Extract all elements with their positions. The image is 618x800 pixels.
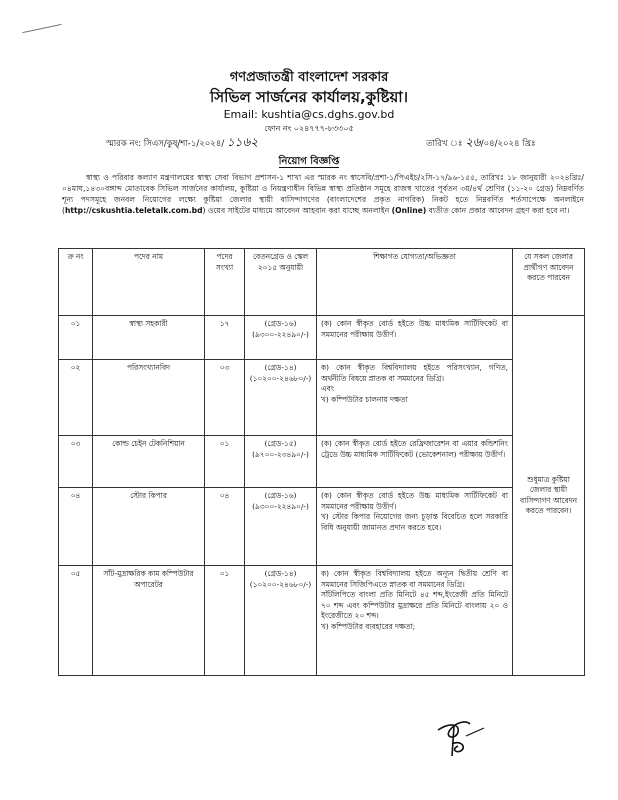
- phone-line: ফোন নং ০২৪৭৭৭-৮৩৩০৫: [264, 124, 354, 133]
- header-count: পদের সংখ্যা: [205, 249, 245, 316]
- scan-mark: [22, 24, 61, 33]
- header-grade: বেতনগ্রেড ও স্কেল ২০১৫ অনুযায়ী: [245, 249, 317, 316]
- row-grade: (গ্রেড-১৪) (১০২০০-২৪৬৮০/-): [245, 360, 317, 436]
- row-sl: ০২: [59, 360, 93, 436]
- row-qualification: (ক) কোন স্বীকৃত বোর্ড হইতে রেফ্রিজারেশন বা এয়ার কন্ডিশনিং ট্রেডে উচ্চ মাধ্যমিক সার্টিফিকেট (ভোকেশনাল) পরীক্ষায় উত্তীর্ণ।: [317, 436, 513, 488]
- email-line: Email: kushtia@cs.dghs.gov.bd: [223, 108, 395, 121]
- header-post: পদের নাম: [93, 249, 205, 316]
- row-sl: ০৩: [59, 436, 93, 488]
- memo-ref-number: ১১৬২: [226, 135, 259, 149]
- office-heading: সিভিল সার্জনের কার্যালয়,কুষ্টিয়া।: [209, 88, 409, 106]
- table-row: [59, 566, 585, 676]
- row-qualification: (ক) কোন স্বীকৃত বোর্ড হইতে উচ্চ মাধ্যমিক সার্টিফিকেট বা সমমানের পরীক্ষায় উত্তীর্ণ। খ) স্টোর কিপার নিয়োগের জন্য চূড়ান্ত বিবেচিত হলে সরকারি বিধি অনুযায়ী জামানত প্রদান করতে হবে।: [317, 488, 513, 566]
- table-header-row: [59, 249, 585, 316]
- table-row: [59, 316, 585, 360]
- signature-mark: [432, 716, 492, 760]
- row-count: ০৪: [205, 488, 245, 566]
- vacancy-table: [58, 248, 585, 676]
- row-grade: (গ্রেড-১৬) (৯৩০০-২২৪৯০/-): [245, 316, 317, 360]
- header-eligible: যে সকল জেলার প্রার্থীগণ আবেদন করতে পারবেন: [513, 249, 585, 316]
- row-qualification: ক) কোন স্বীকৃত বিশ্ববিদ্যালয় হইতে অন্যূন দ্বিতীয় শ্রেণি বা সমমানের সিজিপিএতে স্নাতক বা সমমানের ডিগ্রি। সাঁটলিপিতে বাংলা প্রতি মিনিটে ৪৫ শব্দ,ইংরেজী প্রতি মিনিটে ৭০ শব্দ এবং কম্পিউটার মুদ্রাক্ষরে প্রতি মিনিটে বাংলায় ২০ ও ইংরেজীতে ২০ শব্দ। খ) কম্পিউটার ব্যবহারের দক্ষতা;: [317, 566, 513, 676]
- row-sl: ০১: [59, 316, 93, 360]
- row-count: ০১: [205, 566, 245, 676]
- row-count: ১৭: [205, 316, 245, 360]
- notice-title: নিয়োগ বিজ্ঞপ্তি: [278, 156, 340, 167]
- row-post: পরিসংখ্যানবিদ: [93, 360, 205, 436]
- row-grade: (গ্রেড-১৪) (১০২০০-২৪৬৮০/-): [245, 566, 317, 676]
- memo-date: [426, 134, 536, 154]
- row-count: ০১: [205, 436, 245, 488]
- memo-date-day: ২৬: [465, 135, 481, 149]
- row-qualification: (ক) কোন স্বীকৃত বোর্ড হইতে উচ্চ মাধ্যমিক সার্টিফিকেট বা সমমানের পরীক্ষায় উত্তীর্ণ।: [317, 316, 513, 360]
- intro-text: স্বাস্থ্য ও পরিবার কল্যাণ মন্ত্রণালয়ের স্বাস্থ্য সেবা বিভাগ প্রশাসন-১ শাখা এর স্মারক নং স্বাসেবি/প্রশা-১/পিএইচ/২সি-১৭/৯৬-১৫৫, তারিখঃ ১৮ জানুয়ারী ২০২৪খ্রিঃ/০৪মাঘ,১৪৩০বঙ্গাব্দ মোতাবেক সিভিল সার্জনের কার্যালয়, কুষ্টিয়া ও নিয়ন্ত্রণাধীন বিভিন্ন স্বাস্থ্য প্রতিষ্ঠান সমূহে রাজস্ব খাতের পূর্বতন ৩য়/৪র্থ শ্রেণির (১১-২০ গ্রেড) নিম্নবর্ণিত শূন্য পদসমূহে জনবল নিয়োগের লক্ষ্যে কুষ্টিয়া জেলার স্থায়ী বাসিন্দাগণের (বাংলাদেশের প্রকৃত নাগরিক) নিকট হতে নিম্নবর্ণিত শর্তসাপেক্ষে অনলাইনে (: [62, 173, 584, 215]
- row-grade: (গ্রেড-১৬) (৯৩০০-২২৪৯০/-): [245, 488, 317, 566]
- row-post: কোল্ড চেইন টেকনিশিয়ান: [93, 436, 205, 488]
- header-qualification: শিক্ষাগত যোগ্যতা/অভিজ্ঞতা: [317, 249, 513, 316]
- row-sl: ০৫: [59, 566, 93, 676]
- govt-heading: গণপ্রজাতন্ত্রী বাংলাদেশ সরকার: [229, 70, 389, 85]
- online-label: (Online): [391, 206, 427, 215]
- intro-end: ব্যতীত কোন প্রকার আবেদন গ্রহণ করা হবে না।: [428, 206, 570, 215]
- row-qualification: ক) কোন স্বীকৃত বিশ্ববিদ্যালয় হইতে পরিসংখ্যান, গণিত, অর্থনীতি বিষয়ে স্নাতক বা সমমানের ডিগ্রি। এবং খ) কম্পিউটার চালনায় দক্ষতা: [317, 360, 513, 436]
- row-post: সাঁট-মুদ্রাক্ষরিক কাম কম্পিউটার অপারেটর: [93, 566, 205, 676]
- row-count: ০৩: [205, 360, 245, 436]
- memo-reference: [106, 134, 258, 154]
- notice-intro: [62, 172, 584, 216]
- eligible-note: শুধুমাত্র কুষ্টিয়া জেলার স্থায়ী বাসিন্দাগণ আবেদন করতে পারবেন।: [513, 316, 585, 676]
- row-sl: ০৪: [59, 488, 93, 566]
- row-grade: (গ্রেড-১৫) (৯৭০০-২৩৪৯০/-): [245, 436, 317, 488]
- table-row: [59, 436, 585, 488]
- memo-date-label: তারিখ ঃ: [426, 139, 463, 149]
- row-post: স্টোর কিপার: [93, 488, 205, 566]
- header-sl: ক্র নং: [59, 249, 93, 316]
- table-row: [59, 360, 585, 436]
- memo-ref-prefix: স্মারক নং: সিএস/কুষ্/শা-১/২০২৪/: [106, 139, 225, 149]
- application-url: http://cskushtia.teletalk.com.bd: [64, 206, 203, 215]
- memo-date-rest: /০৪/২০২৪ খ্রিঃ: [480, 139, 536, 149]
- intro-after-url: ) ওয়েব সাইটের মাধ্যমে আবেদন আহবান করা যাচ্ছে অনলাইন: [202, 206, 390, 215]
- table-row: [59, 488, 585, 566]
- row-post: স্বাস্থ্য সহকারী: [93, 316, 205, 360]
